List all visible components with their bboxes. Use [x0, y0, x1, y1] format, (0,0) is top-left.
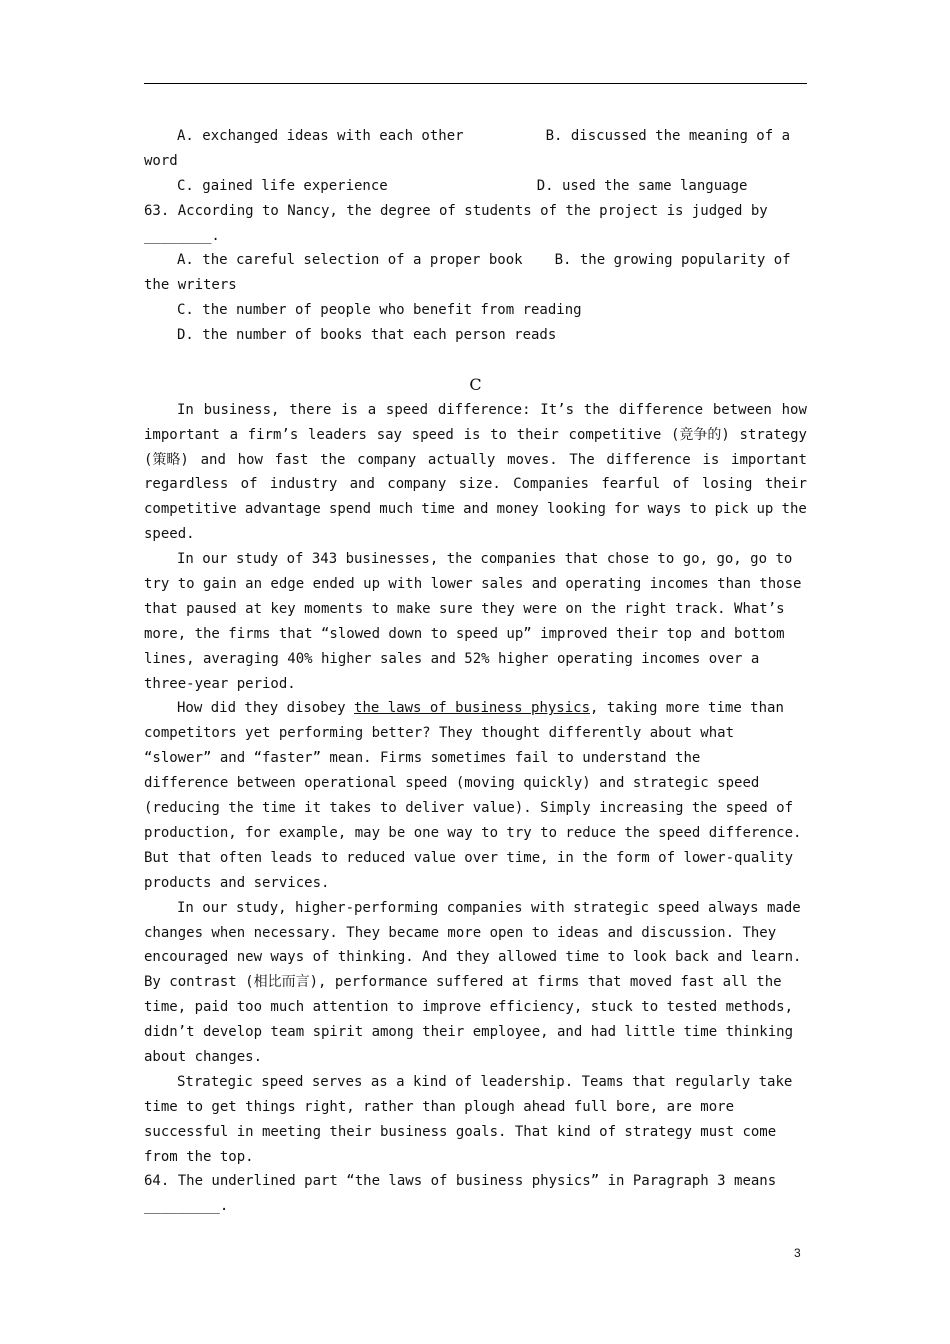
word: fast	[274, 451, 309, 468]
q62-options-row2	[144, 174, 807, 199]
q62-option-d: D. used the same language	[536, 177, 748, 194]
word: advantage	[244, 501, 321, 518]
section-title: C	[469, 374, 482, 394]
text-line	[177, 398, 807, 423]
p4-line-3: encouraged new ways of thinking. And they allowed time to look back and learn.	[144, 949, 802, 966]
word: is	[341, 401, 358, 418]
spacer	[144, 348, 807, 373]
word: for	[614, 501, 640, 518]
q62-option-c: C. gained life experience	[177, 177, 388, 194]
q63-option-d: D. the number of books that each person reads	[177, 327, 557, 344]
word: is	[463, 426, 481, 443]
p4-line-6: didn’t develop team spirit among their employee, and had little time thinking	[144, 1024, 794, 1041]
q63-stem-blank: ________.	[144, 227, 220, 244]
word: their	[516, 426, 559, 443]
word: difference:	[437, 401, 531, 418]
p2-line-5: lines, averaging 40% higher sales and 52% higher operating incomes over a	[144, 650, 760, 667]
word: spend	[328, 501, 372, 518]
word: In	[177, 401, 194, 418]
word: company	[387, 476, 447, 493]
word: of	[672, 476, 690, 493]
q63-options-row1	[144, 248, 807, 273]
underlined-phrase: the laws of business physics	[354, 700, 591, 717]
word: their	[764, 476, 807, 493]
q63-option-b-cont: the writers	[144, 277, 237, 294]
word: the	[320, 451, 346, 468]
word: time	[421, 501, 455, 518]
word: losing	[701, 476, 753, 493]
q63-option-b: B. the growing popularity of	[554, 252, 791, 269]
q63-option-a: A. the careful selection of a proper book	[177, 252, 523, 269]
p2-line-3: that paused at key moments to make sure they were on the right track. What’s	[144, 600, 785, 617]
word: difference	[618, 401, 704, 418]
word: money	[496, 501, 539, 518]
word: regardless	[144, 476, 229, 493]
word: how	[781, 401, 807, 418]
word: a	[229, 426, 238, 443]
word: the	[583, 401, 610, 418]
text-segment: , taking more time than	[590, 700, 784, 717]
word: is	[702, 451, 720, 468]
q62-option-b: B. discussed the meaning of a	[545, 128, 791, 144]
word: competitive	[568, 426, 662, 443]
word: Companies	[513, 476, 589, 493]
word: pick	[714, 501, 749, 518]
word: company	[357, 451, 417, 468]
p5-line-4: from the top.	[144, 1148, 254, 1165]
p1-line-2	[144, 423, 807, 448]
word: of	[240, 476, 258, 493]
p3-line-6: production, for example, may be one way to try to reduce the speed difference.	[144, 824, 802, 841]
p3-line-3: “slower” and “faster” mean. Firms sometimes fail to understand the	[144, 750, 701, 767]
word: strategy	[739, 426, 807, 443]
p4-line-4: By contrast (相比而言), performance suffered at firms that moved fast all the	[144, 974, 782, 991]
p2-line-4: more, the firms that “slowed down to speed up” improved their top and bottom	[144, 625, 785, 642]
p1-line-4	[144, 472, 807, 497]
word: between	[712, 401, 772, 418]
p3-line-1	[144, 696, 807, 721]
word: and	[463, 501, 489, 518]
text-line	[144, 472, 807, 497]
p1-line-1	[144, 398, 807, 423]
q64-stem-blank: _________.	[144, 1198, 229, 1215]
word: (策略)	[144, 451, 189, 468]
q63-option-c: C. the number of people who benefit from reading	[177, 302, 582, 319]
q62-option-a: A. exchanged ideas with each other	[177, 128, 464, 144]
word: firm’s	[247, 426, 299, 443]
p1-line-5	[144, 497, 807, 522]
p2-line-1: In our study of 343 businesses, the companies that chose to go, go, go to	[177, 551, 793, 568]
p3-line-5: (reducing the time it takes to deliver value). Simply increasing the speed of	[144, 800, 794, 817]
p1-line-6: speed.	[144, 526, 195, 543]
p5-line-3: successful in meeting their business goals. That kind of strategy must come	[144, 1123, 777, 1140]
q62-option-b-cont: word	[144, 152, 178, 169]
word: there	[289, 401, 332, 418]
p2-line-2: try to gain an edge ended up with lower sales and operating incomes than those	[144, 576, 802, 593]
q64-stem: 64. The underlined part “the laws of business physics” in Paragraph 3 means	[144, 1173, 777, 1190]
word: moves.	[507, 451, 558, 468]
p4-line-5: time, paid too much attention to improve efficiency, stuck to tested methods,	[144, 999, 794, 1016]
word: and	[200, 451, 226, 468]
p1-line-3	[144, 448, 807, 473]
word: a	[367, 401, 377, 418]
p5-line-2: time to get things right, rather than plough ahead full bore, are more	[144, 1098, 735, 1115]
word: speed	[385, 401, 429, 418]
p4-line-7: about changes.	[144, 1048, 263, 1065]
word: to	[689, 501, 707, 518]
p5-line-1: Strategic speed serves as a kind of leadership. Teams that regularly take	[177, 1073, 793, 1090]
text-line	[144, 448, 807, 473]
word: business,	[203, 401, 280, 418]
word: actually	[427, 451, 496, 468]
word: up	[756, 501, 774, 518]
word: difference	[606, 451, 691, 468]
word: competitive	[144, 501, 237, 518]
p3-line-4: difference between operational speed (moving quickly) and strategic speed	[144, 775, 760, 792]
p3-line-7: But that often leads to reduced value over time, in the form of lower-quality	[144, 849, 794, 866]
p3-line-8: products and services.	[144, 874, 330, 891]
word: how	[237, 451, 263, 468]
word: important	[144, 426, 220, 443]
word: much	[379, 501, 414, 518]
p4-line-2: changes when necessary. They became more open to ideas and discussion. They	[144, 924, 777, 941]
word: speed	[411, 426, 454, 443]
word: The	[569, 451, 595, 468]
word: leaders	[307, 426, 367, 443]
word: looking	[546, 501, 606, 518]
p2-line-6: three-year period.	[144, 675, 296, 692]
p4-line-1: In our study, higher-performing companies with strategic speed always made	[177, 899, 801, 916]
text-line	[144, 423, 807, 448]
word: the	[781, 501, 807, 518]
word: to	[490, 426, 507, 443]
word: say	[376, 426, 402, 443]
page-number: 3	[794, 1246, 801, 1260]
p3-line-2: competitors yet performing better? They thought differently about what	[144, 725, 735, 742]
word: and	[349, 476, 375, 493]
q63-stem: 63. According to Nancy, the degree of students of the project is judged by	[144, 202, 768, 219]
text-line	[144, 497, 807, 522]
word: It’s	[540, 401, 575, 418]
word: size.	[458, 476, 501, 493]
word: important	[731, 451, 807, 468]
q62-options-row1	[144, 124, 807, 149]
word: industry	[269, 476, 338, 493]
text-segment: How did they disobey	[177, 700, 346, 717]
word: fearful	[601, 476, 661, 493]
header-rule	[144, 83, 807, 84]
word: (竞争的)	[670, 426, 730, 443]
word: ways	[647, 501, 682, 518]
page-content	[144, 124, 807, 1219]
